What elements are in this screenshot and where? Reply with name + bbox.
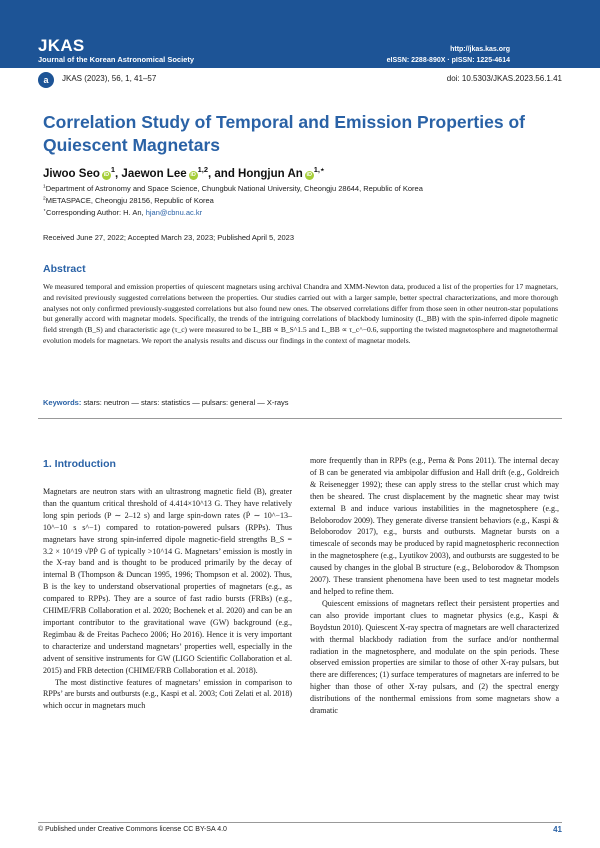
keywords bbox=[43, 398, 558, 407]
footer-divider bbox=[38, 822, 562, 823]
paper-title: Correlation Study of Temporal and Emission Properties of Quiescent Magnetars bbox=[43, 112, 525, 155]
corresponding-star: ⋆ bbox=[43, 208, 47, 214]
doi-link[interactable]: doi: 10.5303/JKAS.2023.56.1.41 bbox=[446, 74, 562, 83]
corresponding-email[interactable]: hjan@cbnu.ac.kr bbox=[145, 208, 203, 217]
affiliation-text: Department of Astronomy and Space Science, Chungbuk National University, Cheongju 28644, Republic of Korea bbox=[45, 184, 423, 193]
paragraph: The most distinctive features of magnetars’ emission in comparison to RPPs’ are bursts and outbursts (e.g., Kaspi et al. 2003; Coti Zelati et al. 2018) which occur in magnetars much bbox=[43, 677, 292, 711]
author-name: Jaewon Lee bbox=[121, 168, 187, 180]
paragraph: Quiescent emissions of magnetars reflect their persistent properties and can also provide important clues to magnetar physics (e.g., Kaspi & Boydstun 2010). Quiescent X-ray spectra of magnetars are well characterized with thermal blackbody radiation from the surface and/or nonthermal radiation in the magnetosphere, and modulate on the spin periods. These observed emission properties are similar to those of other X-ray pulsars, but there are differences; (1) surface temperatures of magnetars are inferred to be higher than those of other X-ray pulsars, and (2) the spectral energy distributions of the nonthermal emissions from some magnetars show a dramatic bbox=[310, 598, 559, 716]
orcid-icon[interactable]: iD bbox=[103, 172, 110, 178]
journal-name: Journal of the Korean Astronomical Society bbox=[38, 55, 195, 64]
citation: JKAS (2023), 56, 1, 41–57 bbox=[62, 74, 157, 83]
author-name: Hongjun An bbox=[238, 168, 303, 180]
open-access-icon: a bbox=[38, 72, 54, 88]
keywords-label: Keywords: bbox=[43, 398, 82, 407]
journal-url[interactable]: http://jkas.kas.org bbox=[450, 46, 510, 53]
affiliation-number: 1 bbox=[43, 184, 46, 190]
received-dates: Received June 27, 2022; Accepted March 23, 2023; Published April 5, 2023 bbox=[43, 233, 295, 242]
corresponding-label: Corresponding Author: H. An, bbox=[46, 208, 146, 217]
page-number: 41 bbox=[553, 825, 562, 834]
paragraph: more frequently than in RPPs (e.g., Perna & Pons 2011). The internal decay of B can be generated via ambipolar diffusion and Hall drift (e.g., Goldreich & Reisenegger 1992); these can apply stress to the stellar crust which may then be sheared. The crust displacement by the magnetic shear may twist external B and induce various instabilities in the magnetosphere (e.g., Beloborodov 2009). They generate diverse transient behaviors (e.g., Kaspi & Beloborodov 2017), e.g., bursts and outbursts. Magnetar bursts on a timescale of seconds may be produced by rapid magnetospheric reconnection in the magnetosphere (e.g., Lyutikov 2003), and outbursts are suggested to be caused by changes in the global B structure (e.g., Beloborodov & Thompson 2007). These transient phenomena have been used to test magnetar models and helped to refine them. bbox=[310, 456, 559, 596]
orcid-icon[interactable]: iD bbox=[306, 172, 313, 178]
citation-row bbox=[38, 74, 562, 86]
affiliation-text: METASPACE, Cheongju 28156, Republic of Korea bbox=[45, 196, 214, 205]
affiliation bbox=[43, 196, 563, 207]
author-affiliation: 1 bbox=[110, 165, 116, 175]
section-divider bbox=[38, 418, 562, 419]
author-separator: , bbox=[115, 168, 122, 180]
affiliation-number: 2 bbox=[43, 196, 46, 202]
author-name: Jiwoo Seo bbox=[43, 168, 100, 180]
corresponding-author bbox=[43, 208, 563, 219]
author-separator: , and bbox=[208, 168, 239, 180]
author-affiliation: 1,⋆ bbox=[313, 165, 325, 175]
orcid-icon[interactable]: iD bbox=[190, 172, 196, 178]
paragraph: Magnetars are neutron stars with an ultrastrong magnetic field (B), greater than the quantum critical threshold of 4.414×10^13 G. They have relatively long spin periods (P ∼ 2–12 s) and large spin-down rates (Ṗ ∼ 10^−13–10^−10 s s^−1) compared to rotation-powered pulsars (RPPs). Thus magnetars have strong spin-inferred dipole magnetic-field strengths B_S = 3.2 × 10^19 √PṖ G of typically >10^14 G. Magnetars’ emission is mostly in the X-ray band and is thought to be produced primarily by the decay of internal B (Thompson & Duncan 1995, 1996; Thompson et al. 2002). Thus, B is the key to understand observational properties of magnetars (e.g., as compared to RPPs). They are a source of fast radio bursts (FRBs) (e.g., CHIME/FRB Collaboration et al. 2020; Bochenek et al. 2020) and can be an important contributor to the gravitational wave (GW) background (e.g., Regimbau & de Freitas Pacheco 2006; Ho 2016). Hence it is very important to characterize and understand magnetars’ properties well, especially in the advent of sensitive instruments for GW (LIGO Scientific Collaboration et al. 2015) and FRB detection (CHIME/FRB Collaboration et al. 2018). bbox=[43, 487, 292, 675]
abstract-text: We measured temporal and emission properties of quiescent magnetars using archival Chandra and XMM-Newton data, produced a list of the properties for 17 magnetars, and revisited previously suggested correlations between the properties. Our studies carried out with a larger sample, better spectral characterizations, and more thorough analyses not only confirmed previously-suggested correlations but also found new ones. The observed correlations differ from those seen in other neutron-star populations but generally accord with magnetar models. Specifically, the trends of the intriguing correlations of blackbody luminosity (L_BB) with the spin-inferred dipole magnetic field strength (B_S) and characteristic age (τ_c) were measured to be L_BB ∝ B_S^1.5 and L_BB ∝ τ_c^−0.6, supporting the twisted magnetosphere and magnetothermal evolution models for magnetars. We report the analysis results and discuss our findings in the context of magnetar models. bbox=[43, 282, 558, 345]
section-heading: 1. Introduction bbox=[43, 458, 116, 470]
abstract-heading: Abstract bbox=[43, 263, 86, 275]
author-list bbox=[43, 165, 325, 180]
left-column bbox=[43, 486, 292, 712]
keywords-list: stars: neutron — stars: statistics — pulsars: general — X-rays bbox=[83, 398, 289, 407]
journal-abbr: JKAS bbox=[38, 36, 85, 55]
journal-banner bbox=[0, 0, 600, 68]
license-text: © Published under Creative Commons license CC BY-SA 4.0 bbox=[38, 826, 227, 833]
affiliation bbox=[43, 184, 563, 195]
right-column bbox=[310, 455, 559, 717]
author-affiliation: 1,2 bbox=[197, 165, 209, 175]
journal-issn: eISSN: 2288-890X · pISSN: 1225-4614 bbox=[386, 57, 510, 64]
